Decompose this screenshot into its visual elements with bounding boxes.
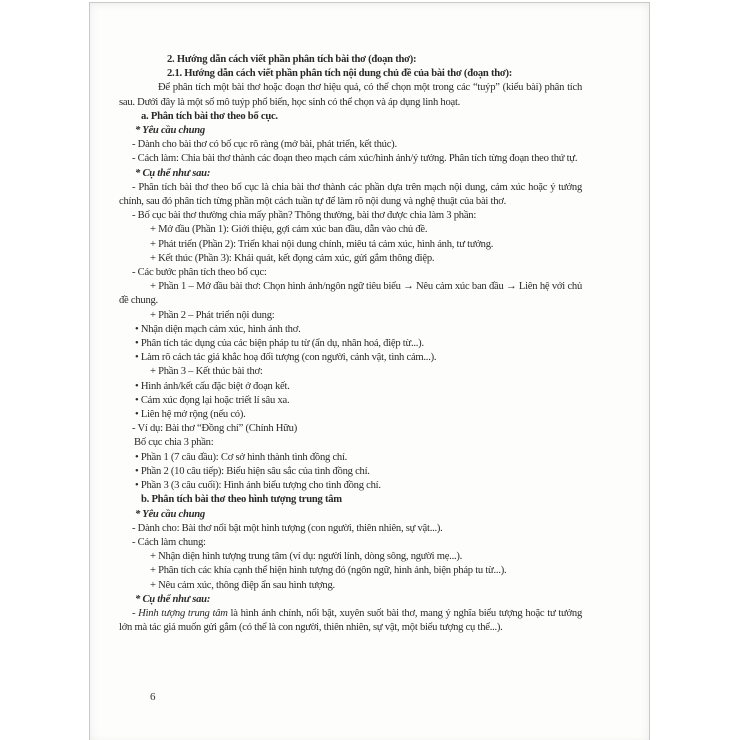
paragraph: - Ví dụ: Bài thơ “Đồng chí” (Chính Hữu) (132, 423, 297, 435)
paragraph: + Phần 3 – Kết thúc bài thơ: (150, 366, 263, 378)
paragraph: + Nhận diện hình tượng trung tâm (ví dụ: người lính, dòng sông, người mẹ...). (150, 551, 463, 563)
paragraph: • Phần 2 (10 câu tiếp): Biểu hiện sâu sắc của tình đồng chí. (135, 465, 370, 477)
paragraph: • Phần 1 (7 câu đầu): Cơ sở hình thành tình đồng chí. (135, 451, 348, 463)
paragraph: - Cách làm chung: (132, 536, 206, 548)
paragraph: + Nêu cảm xúc, thông điệp ẩn sau hình tượng. (150, 579, 335, 591)
italic-term: - Hình tượng trung tâm (132, 607, 228, 619)
paragraph: * Cụ thể như sau: (135, 167, 211, 179)
paragraph: - Phân tích bài thơ theo bố cục là chia bài thơ thành các phần dựa trên mạch nội dung, cảm xúc hoặc ý tưởng chính, sau đó phân tích từng phần một cách tuần tự để làm rõ nội dung và nghệ thuật của bài thơ. (119, 181, 582, 208)
paragraph: b. Phân tích bài thơ theo hình tượng trung tâm (141, 494, 342, 506)
paragraph: + Mở đầu (Phần 1): Giới thiệu, gợi cảm xúc ban đầu, dẫn vào chủ đề. (150, 224, 428, 236)
paragraph: - Hình tượng trung tâm là hình ảnh chính, nổi bật, xuyên suốt bài thơ, mang ý nghĩa biểu tượng hoặc tư tưởng lớn mà tác giả muốn gửi gắm (có thể là con người, thiên nhiên, sự vật, một biểu tượng cụ thể...). (119, 607, 582, 634)
paragraph: - Các bước phân tích theo bố cục: (132, 267, 267, 279)
paragraph: - Dành cho: Bài thơ nổi bật một hình tượng (con người, thiên nhiên, sự vật...). (132, 522, 443, 534)
paragraph: • Hình ảnh/kết cấu đặc biệt ở đoạn kết. (135, 380, 290, 392)
paragraph: * Cụ thể như sau: (135, 593, 211, 605)
paragraph: Bố cục chia 3 phần: (134, 437, 214, 449)
paragraph: • Phân tích tác dụng của các biện pháp tu từ (ẩn dụ, nhân hoá, điệp từ...). (135, 338, 424, 350)
page-content (119, 53, 582, 635)
paragraph: 2.1. Hướng dẫn cách viết phần phân tích nội dung chủ đề của bài thơ (đoạn thơ): (167, 68, 513, 80)
paragraph: * Yêu cầu chung (135, 125, 205, 137)
paragraph: • Cảm xúc đọng lại hoặc triết lí sâu xa. (135, 394, 290, 406)
paragraph: + Phân tích các khía cạnh thể hiện hình tượng đó (ngôn ngữ, hình ảnh, biện pháp tu từ...). (150, 565, 507, 577)
paragraph: - Cách làm: Chia bài thơ thành các đoạn theo mạch cảm xúc/hình ảnh/ý tưởng. Phân tích từng đoạn theo thứ tự. (132, 153, 578, 165)
paragraph: + Phát triển (Phần 2): Triển khai nội dung chính, miêu tả cảm xúc, hình ảnh, tư tưởng. (150, 238, 494, 250)
paragraph: 2. Hướng dẫn cách viết phần phân tích bài thơ (đoạn thơ): (167, 54, 417, 65)
paragraph: + Kết thúc (Phần 3): Khái quát, kết đọng cảm xúc, gửi gắm thông điệp. (150, 252, 435, 264)
paragraph: a. Phân tích bài thơ theo bố cục. (141, 110, 278, 122)
document-page (89, 2, 650, 740)
paragraph: + Phần 2 – Phát triển nội dung: (150, 309, 275, 321)
paragraph: • Phần 3 (3 câu cuối): Hình ảnh biểu tượng cho tình đồng chí. (135, 480, 381, 492)
paragraph: - Bố cục bài thơ thường chia mấy phần? Thông thường, bài thơ được chia làm 3 phần: (132, 210, 477, 222)
paragraph: • Làm rõ cách tác giả khắc hoạ đối tượng (con người, cảnh vật, tình cảm...). (135, 352, 437, 364)
paragraph: * Yêu cầu chung (135, 508, 205, 520)
paragraph: - Dành cho bài thơ có bố cục rõ ràng (mở bài, phát triển, kết thúc). (132, 139, 397, 151)
paragraph: • Nhận diện mạch cảm xúc, hình ảnh thơ. (135, 323, 301, 335)
paragraph: + Phần 1 – Mở đầu bài thơ: Chọn hình ảnh/ngôn ngữ tiêu biểu → Nêu cảm xúc ban đầu → Liên hệ với chủ đề chung. (119, 281, 582, 307)
paragraph: Để phân tích một bài thơ hoặc đoạn thơ hiệu quả, có thể chọn một trong các “tuýp” (kiểu bài) phân tích sau. Dưới đây là một số mô tuýp phổ biến, học sinh có thể chọn và áp dụng linh hoạt. (119, 82, 582, 108)
paragraph: • Liên hệ mở rộng (nếu có). (135, 409, 246, 421)
page-number: 6 (150, 691, 156, 703)
